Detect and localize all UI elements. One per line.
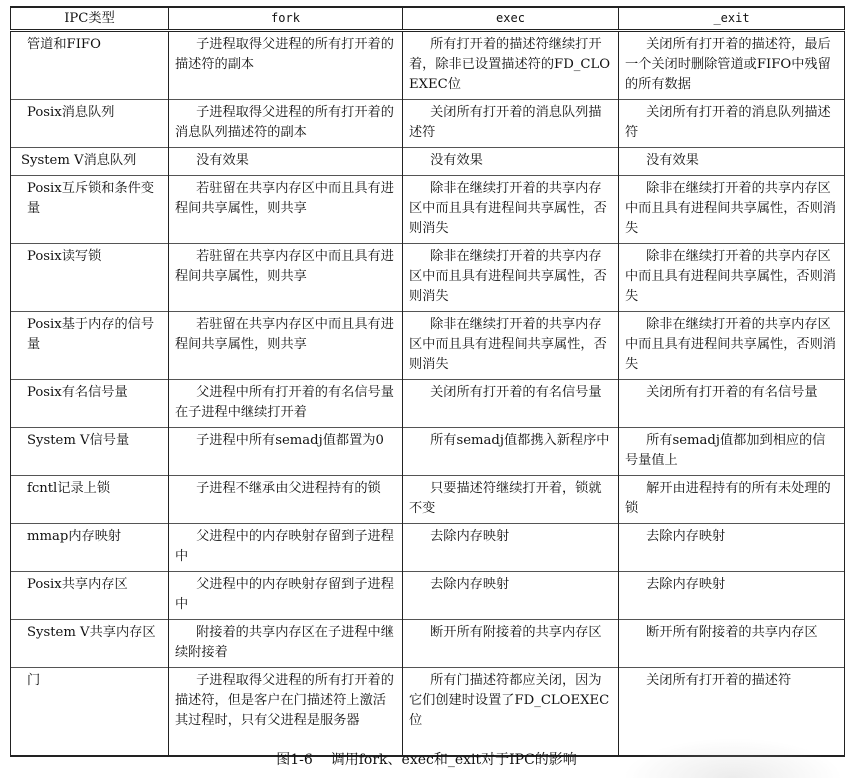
table-row bbox=[11, 312, 845, 380]
row-exit: 断开所有附接着的共享内存区 bbox=[619, 620, 845, 668]
row-exit: 去除内存映射 bbox=[619, 572, 845, 620]
row-type: 管道和FIFO bbox=[11, 31, 169, 100]
row-type: Posix消息队列 bbox=[11, 100, 169, 148]
table-row bbox=[11, 620, 845, 668]
row-type: Posix有名信号量 bbox=[11, 380, 169, 428]
row-fork: 若驻留在共享内存区中而且具有进程间共享属性，则共享 bbox=[169, 176, 403, 244]
table-row bbox=[11, 476, 845, 524]
row-exec: 除非在继续打开着的共享内存区中而且具有进程间共享属性，否则消失 bbox=[403, 176, 619, 244]
row-exit: 所有semadj值都加到相应的信号量值上 bbox=[619, 428, 845, 476]
table-row bbox=[11, 380, 845, 428]
scan-watermark bbox=[623, 738, 843, 778]
row-exit: 没有效果 bbox=[619, 148, 845, 176]
ipc-effects-table bbox=[10, 6, 845, 757]
row-exec: 所有门描述符都应关闭，因为它们创建时设置了FD_CLOEXEC位 bbox=[403, 668, 619, 756]
row-type: Posix互斥锁和条件变量 bbox=[11, 176, 169, 244]
figure-title: 调用fork、exec和_exit对于IPC的影响 bbox=[330, 752, 577, 768]
table-row bbox=[11, 244, 845, 312]
row-exit: 关闭所有打开着的消息队列描述符 bbox=[619, 100, 845, 148]
table-row bbox=[11, 428, 845, 476]
row-type: Posix共享内存区 bbox=[11, 572, 169, 620]
row-exec: 所有打开着的描述符继续打开着，除非已设置描述符的FD_CLOEXEC位 bbox=[403, 31, 619, 100]
row-fork: 子进程取得父进程的所有打开着的描述符，但是客户在门描述符上激活其过程时，只有父进程是服务器 bbox=[169, 668, 403, 756]
row-exec: 没有效果 bbox=[403, 148, 619, 176]
row-exec: 只要描述符继续打开着，锁就不变 bbox=[403, 476, 619, 524]
row-fork: 父进程中的内存映射存留到子进程中 bbox=[169, 572, 403, 620]
row-type: Posix基于内存的信号量 bbox=[11, 312, 169, 380]
row-exit: 除非在继续打开着的共享内存区中而且具有进程间共享属性，否则消失 bbox=[619, 244, 845, 312]
row-exec: 关闭所有打开着的消息队列描述符 bbox=[403, 100, 619, 148]
row-exec: 所有semadj值都携入新程序中 bbox=[403, 428, 619, 476]
row-fork: 若驻留在共享内存区中而且具有进程间共享属性，则共享 bbox=[169, 312, 403, 380]
header-fork: fork bbox=[169, 7, 403, 31]
row-fork: 子进程不继承由父进程持有的锁 bbox=[169, 476, 403, 524]
row-fork: 父进程中的内存映射存留到子进程中 bbox=[169, 524, 403, 572]
figure-number: 图1-6 bbox=[276, 752, 313, 768]
row-type: System V信号量 bbox=[11, 428, 169, 476]
row-type: System V共享内存区 bbox=[11, 620, 169, 668]
row-type: fcntl记录上锁 bbox=[11, 476, 169, 524]
row-exec: 除非在继续打开着的共享内存区中而且具有进程间共享属性，否则消失 bbox=[403, 312, 619, 380]
row-type: Posix读写锁 bbox=[11, 244, 169, 312]
ipc-table-container bbox=[10, 6, 844, 757]
row-fork: 子进程中所有semadj值都置为0 bbox=[169, 428, 403, 476]
table-row bbox=[11, 148, 845, 176]
table-row bbox=[11, 176, 845, 244]
row-exec: 去除内存映射 bbox=[403, 572, 619, 620]
row-fork: 子进程取得父进程的所有打开着的消息队列描述符的副本 bbox=[169, 100, 403, 148]
table-row bbox=[11, 31, 845, 100]
header-ipc-type: IPC类型 bbox=[11, 7, 169, 31]
row-exit: 关闭所有打开着的有名信号量 bbox=[619, 380, 845, 428]
row-exit: 关闭所有打开着的描述符 bbox=[619, 668, 845, 756]
row-exec: 除非在继续打开着的共享内存区中而且具有进程间共享属性，否则消失 bbox=[403, 244, 619, 312]
table-row bbox=[11, 100, 845, 148]
row-exit: 去除内存映射 bbox=[619, 524, 845, 572]
table-header-row bbox=[11, 7, 845, 31]
header-exec: exec bbox=[403, 7, 619, 31]
row-fork: 若驻留在共享内存区中而且具有进程间共享属性，则共享 bbox=[169, 244, 403, 312]
row-type: System V消息队列 bbox=[11, 148, 169, 176]
row-type: mmap内存映射 bbox=[11, 524, 169, 572]
row-exit: 除非在继续打开着的共享内存区中而且具有进程间共享属性，否则消失 bbox=[619, 312, 845, 380]
row-fork: 父进程中所有打开着的有名信号量在子进程中继续打开着 bbox=[169, 380, 403, 428]
row-exit: 关闭所有打开着的描述符，最后一个关闭时删除管道或FIFO中残留的所有数据 bbox=[619, 31, 845, 100]
row-exec: 关闭所有打开着的有名信号量 bbox=[403, 380, 619, 428]
header-exit: _exit bbox=[619, 7, 845, 31]
row-fork: 附接着的共享内存区在子进程中继续附接着 bbox=[169, 620, 403, 668]
table-row bbox=[11, 572, 845, 620]
table-row bbox=[11, 524, 845, 572]
row-exec: 断开所有附接着的共享内存区 bbox=[403, 620, 619, 668]
row-exit: 除非在继续打开着的共享内存区中而且具有进程间共享属性，否则消失 bbox=[619, 176, 845, 244]
row-fork: 没有效果 bbox=[169, 148, 403, 176]
row-exit: 解开由进程持有的所有未处理的锁 bbox=[619, 476, 845, 524]
row-fork: 子进程取得父进程的所有打开着的描述符的副本 bbox=[169, 31, 403, 100]
row-type: 门 bbox=[11, 668, 169, 756]
row-exec: 去除内存映射 bbox=[403, 524, 619, 572]
